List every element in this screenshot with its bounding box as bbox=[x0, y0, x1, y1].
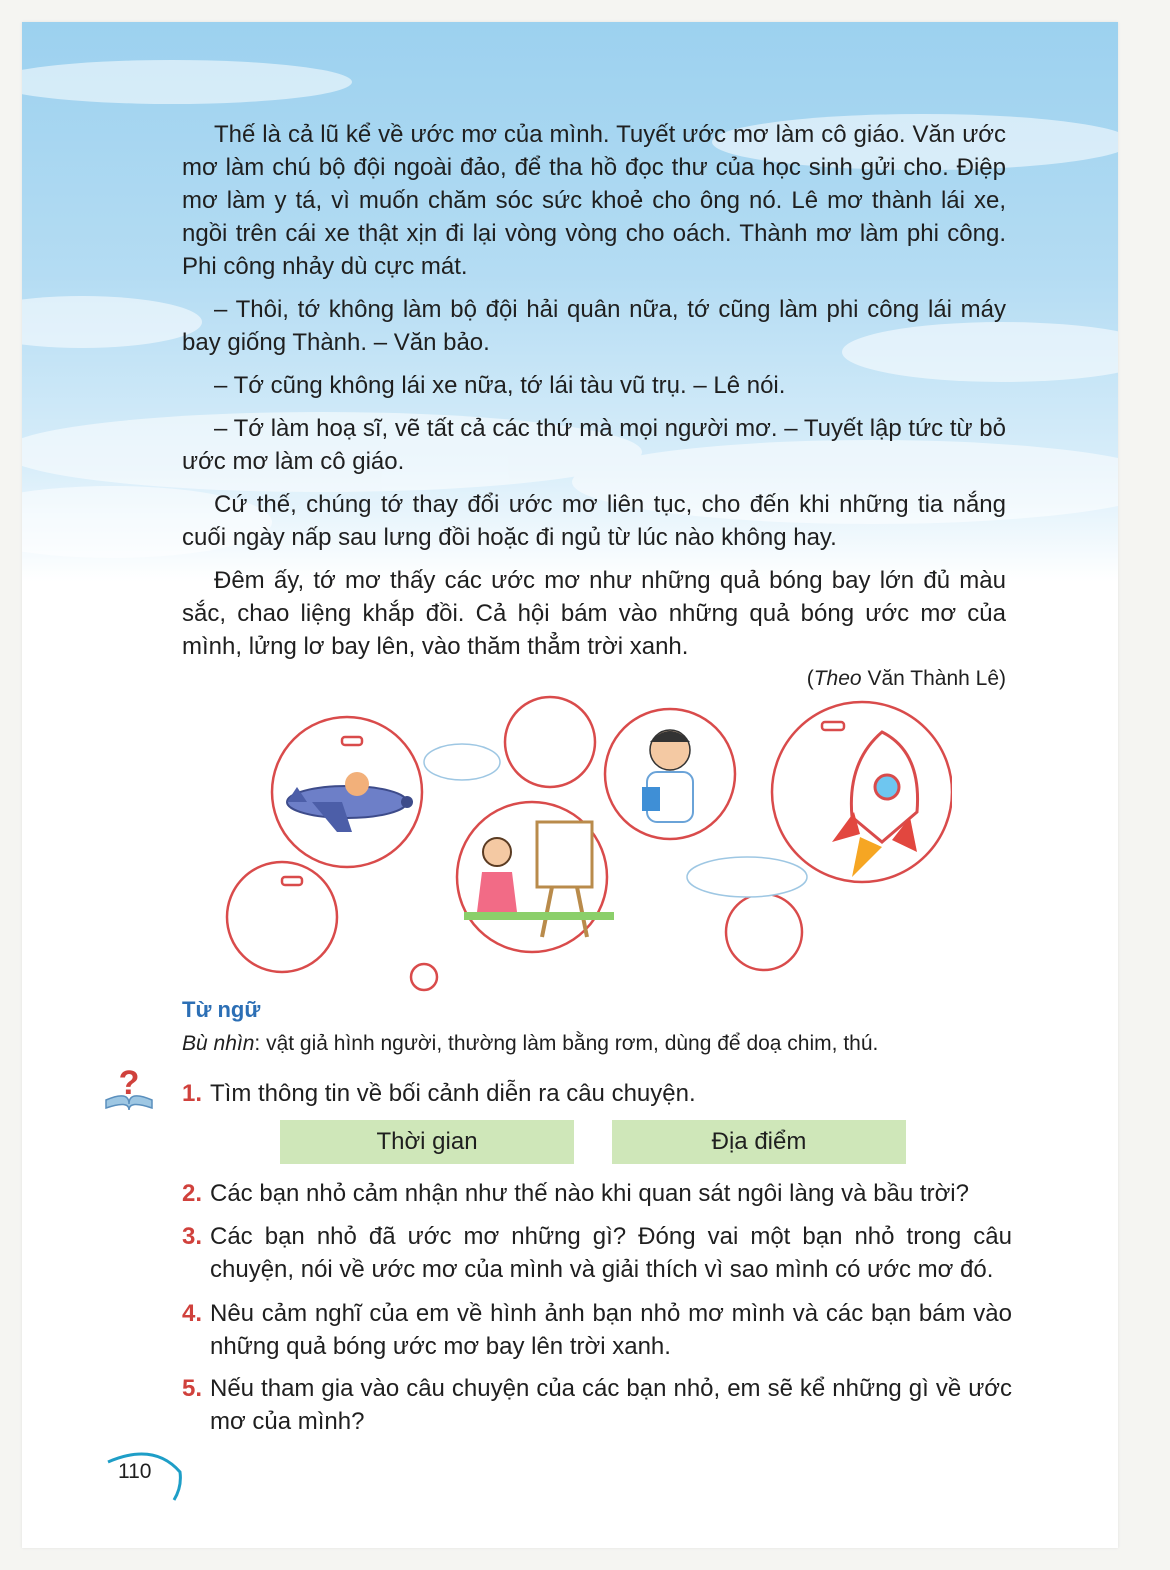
question-1 bbox=[182, 1077, 1012, 1110]
page-number: 110 bbox=[118, 1460, 152, 1483]
source-theo: Theo bbox=[813, 667, 862, 690]
story-paragraph: – Tớ cũng không lái xe nữa, tớ lái tàu vũ trụ. – Lê nói. bbox=[214, 372, 786, 399]
question-text: Các bạn nhỏ cảm nhận như thế nào khi quan sát ngôi làng và bầu trời? bbox=[210, 1180, 969, 1207]
story-paragraph: Đêm ấy, tớ mơ thấy các ước mơ như những quả bóng bay lớn đủ màu sắc, chao liệng khắp đồi. Cả hội bám vào những quả bóng ước mơ của mình, lửng lơ bay lên, vào thăm thẳm trời xanh. bbox=[182, 567, 1006, 660]
empty-bubble bbox=[726, 894, 802, 970]
empty-bubble bbox=[505, 697, 595, 787]
story-paragraph: Thế là cả lũ kể về ước mơ của mình. Tuyết ước mơ làm cô giáo. Văn ước mơ làm chú bộ đội ngoài đảo, để tha hồ đọc thư của học sinh gửi cho. Điệp mơ làm y tá, vì muốn chăm sóc sức khoẻ cho ông nó. Lê mơ thành lái xe, ngồi trên cái xe thật xịn đi lại vòng vòng cho oách. Thành mơ làm phi công. Phi công nhảy dù cực mát. bbox=[182, 121, 1006, 280]
question-3 bbox=[182, 1220, 1012, 1286]
question-number: 4. bbox=[182, 1300, 203, 1327]
question-number: 5. bbox=[182, 1375, 203, 1402]
question-4 bbox=[182, 1297, 1012, 1363]
vocabulary-heading: Từ ngữ bbox=[182, 997, 261, 1022]
vocabulary-definition bbox=[182, 1032, 878, 1056]
question-book-icon bbox=[102, 1062, 156, 1112]
story-paragraph: – Thôi, tớ không làm bộ đội hải quân nữa, tớ cũng làm phi công lái máy bay giống Thành. – Văn bảo. bbox=[182, 296, 1006, 356]
vocabulary-term: Bù nhìn bbox=[182, 1032, 255, 1055]
question-number: 1. bbox=[182, 1080, 203, 1107]
vocabulary-meaning: : vật giả hình người, thường làm bằng rơm, dùng để doạ chim, thú. bbox=[254, 1032, 879, 1055]
story-source bbox=[182, 667, 1006, 691]
story-text bbox=[182, 118, 1006, 673]
story-paragraph: – Tớ làm hoạ sĩ, vẽ tất cả các thứ mà mọi người mơ. – Tuyết lập tức từ bỏ ước mơ làm cô giáo. bbox=[182, 415, 1006, 475]
question-text: Nếu tham gia vào câu chuyện của các bạn nhỏ, em sẽ kể những gì về ước mơ của mình? bbox=[210, 1375, 1012, 1435]
question-number: 3. bbox=[182, 1223, 203, 1250]
question-text: Các bạn nhỏ đã ước mơ những gì? Đóng vai một bạn nhỏ trong câu chuyện, nói về ước mơ của mình và giải thích vì sao mình có ước mơ đó. bbox=[210, 1223, 1012, 1283]
question-5 bbox=[182, 1372, 1012, 1438]
story-paragraph: Cứ thế, chúng tớ thay đổi ước mơ liên tục, cho đến khi những tia nắng cuối ngày nấp sau lưng đồi hoặc đi ngủ từ lúc nào không hay. bbox=[182, 491, 1006, 551]
tiny-bubble bbox=[411, 964, 437, 990]
question-text: Tìm thông tin về bối cảnh diễn ra câu chuyện. bbox=[210, 1080, 696, 1107]
question-number: 2. bbox=[182, 1180, 203, 1207]
table-cell-time: Thời gian bbox=[280, 1120, 574, 1164]
question-text: Nêu cảm nghĩ của em về hình ảnh bạn nhỏ mơ mình và các bạn bám vào những quả bóng ước mơ bay lên trời xanh. bbox=[210, 1300, 1012, 1360]
source-paren: ( bbox=[806, 667, 814, 690]
textbook-page bbox=[22, 22, 1118, 1548]
question-2 bbox=[182, 1177, 1012, 1210]
question-mark-glyph: ? bbox=[118, 1064, 140, 1102]
source-author: Văn Thành Lê) bbox=[861, 667, 1006, 690]
dream-bubbles-illustration bbox=[192, 692, 952, 992]
table-cell-place: Địa điểm bbox=[612, 1120, 906, 1164]
